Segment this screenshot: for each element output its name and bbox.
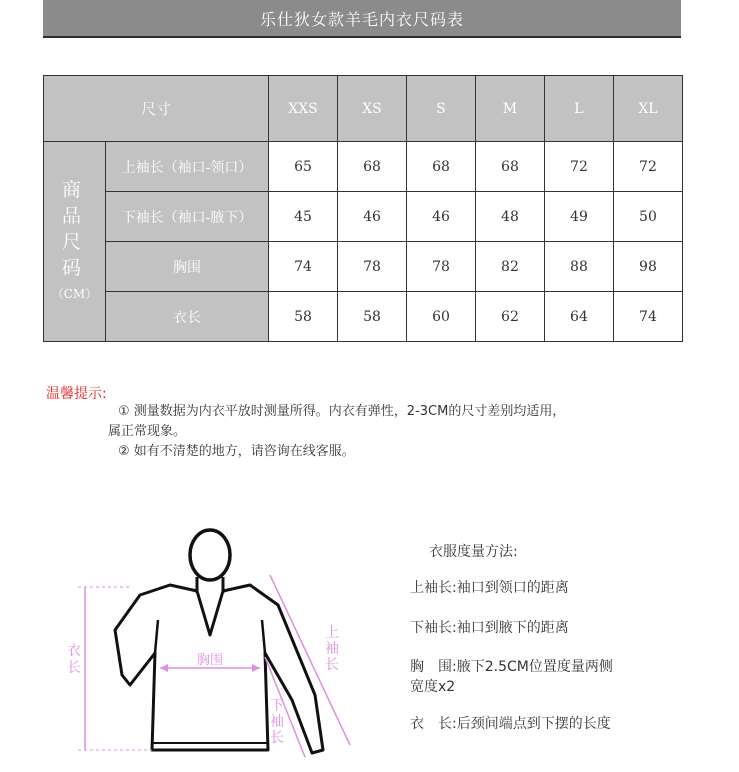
size-col-l: L <box>544 76 613 142</box>
tip-2: ② 如有不清楚的地方，请咨询在线客服。 <box>118 444 355 459</box>
upper-sleeve-char-2: 袖 <box>325 641 339 657</box>
measure-label: 下袖长: <box>410 620 457 636</box>
table-cell: 58 <box>269 292 338 342</box>
table-cell: 50 <box>613 192 682 242</box>
size-header: 尺寸 <box>44 76 269 142</box>
table-cell: 62 <box>475 292 544 342</box>
table-cell: 60 <box>406 292 475 342</box>
measure-lower-sleeve <box>410 617 569 639</box>
table-cell: 74 <box>613 292 682 342</box>
table-cell: 78 <box>338 242 407 292</box>
table-row <box>44 192 683 242</box>
size-col-m: M <box>475 76 544 142</box>
measure-chest-line-2: 宽度x2 <box>410 679 456 695</box>
measure-text: 袖口到领口的距离 <box>456 580 569 596</box>
measure-title: 衣服度量方法: <box>429 544 518 560</box>
table-cell: 65 <box>269 142 338 192</box>
length-label-char-2: 长 <box>67 660 81 676</box>
table-cell: 98 <box>613 242 682 292</box>
right-sleeve-seam <box>262 620 265 653</box>
measure-chest <box>410 656 613 678</box>
table-cell: 58 <box>338 292 407 342</box>
page-title: 乐仕狄女款羊毛内衣尺码表 <box>43 0 681 38</box>
upper-sleeve-char-3: 长 <box>325 657 339 673</box>
category-line1: 商 品 <box>61 178 87 227</box>
table-cell: 74 <box>269 242 338 292</box>
table-cell: 68 <box>338 142 407 192</box>
table-cell: 64 <box>544 292 613 342</box>
row-label: 下袖长（袖口-腋下） <box>106 192 269 242</box>
table-cell: 68 <box>475 142 544 192</box>
measure-length <box>410 713 611 735</box>
upper-sleeve-char-1: 上 <box>325 625 339 641</box>
measure-label: 胸 围: <box>410 659 457 675</box>
lower-sleeve-label <box>270 698 288 746</box>
size-col-xxs: XXS <box>269 76 338 142</box>
tips-title: 温馨提示: <box>46 386 107 402</box>
measure-label: 衣 长: <box>410 716 457 732</box>
row-label: 胸围 <box>106 242 269 292</box>
category-unit: （CM） <box>51 286 98 301</box>
size-table <box>43 75 683 342</box>
lower-sleeve-char-1: 下 <box>270 698 284 714</box>
lower-sleeve-char-2: 袖 <box>270 714 284 730</box>
tip-1-line-2: 属正常现象。 <box>108 424 187 439</box>
chest-label: 胸围 <box>197 653 224 668</box>
table-cell: 78 <box>406 242 475 292</box>
row-label: 衣长 <box>106 292 269 342</box>
measure-text: 后颈间端点到下摆的长度 <box>456 716 611 732</box>
measure-text: 腋下2.5CM位置度量两侧 <box>456 659 613 675</box>
table-cell: 49 <box>544 192 613 242</box>
table-row <box>44 242 683 292</box>
table-cell: 45 <box>269 192 338 242</box>
upper-sleeve-label <box>325 625 343 673</box>
table-header-row <box>44 76 683 142</box>
size-col-xl: XL <box>613 76 682 142</box>
row-label: 上袖长（袖口-领口） <box>106 142 269 192</box>
garment-diagram <box>60 525 360 772</box>
table-cell: 68 <box>406 142 475 192</box>
table-cell: 72 <box>613 142 682 192</box>
measure-label: 上袖长: <box>410 580 457 596</box>
table-cell: 72 <box>544 142 613 192</box>
measure-text: 袖口到腋下的距离 <box>456 620 569 636</box>
length-label <box>67 643 85 676</box>
table-cell: 82 <box>475 242 544 292</box>
measure-upper-sleeve <box>410 577 569 599</box>
sweater-outline <box>115 585 323 753</box>
table-row <box>44 292 683 342</box>
size-col-s: S <box>406 76 475 142</box>
head-outline <box>190 530 230 580</box>
size-col-xs: XS <box>338 76 407 142</box>
left-sleeve-seam <box>155 620 158 653</box>
lower-sleeve-char-3: 长 <box>270 730 284 746</box>
table-cell: 88 <box>544 242 613 292</box>
tip-1-line-1: ① 测量数据为内衣平放时测量所得。内衣有弹性，2-3CM的尺寸差别均适用， <box>118 404 566 419</box>
table-cell: 46 <box>406 192 475 242</box>
length-label-char-1: 衣 <box>67 643 81 659</box>
table-cell: 46 <box>338 192 407 242</box>
table-cell: 48 <box>475 192 544 242</box>
category-line2: 尺 码 <box>61 230 87 279</box>
category-cell <box>44 142 106 342</box>
table-row <box>44 142 683 192</box>
